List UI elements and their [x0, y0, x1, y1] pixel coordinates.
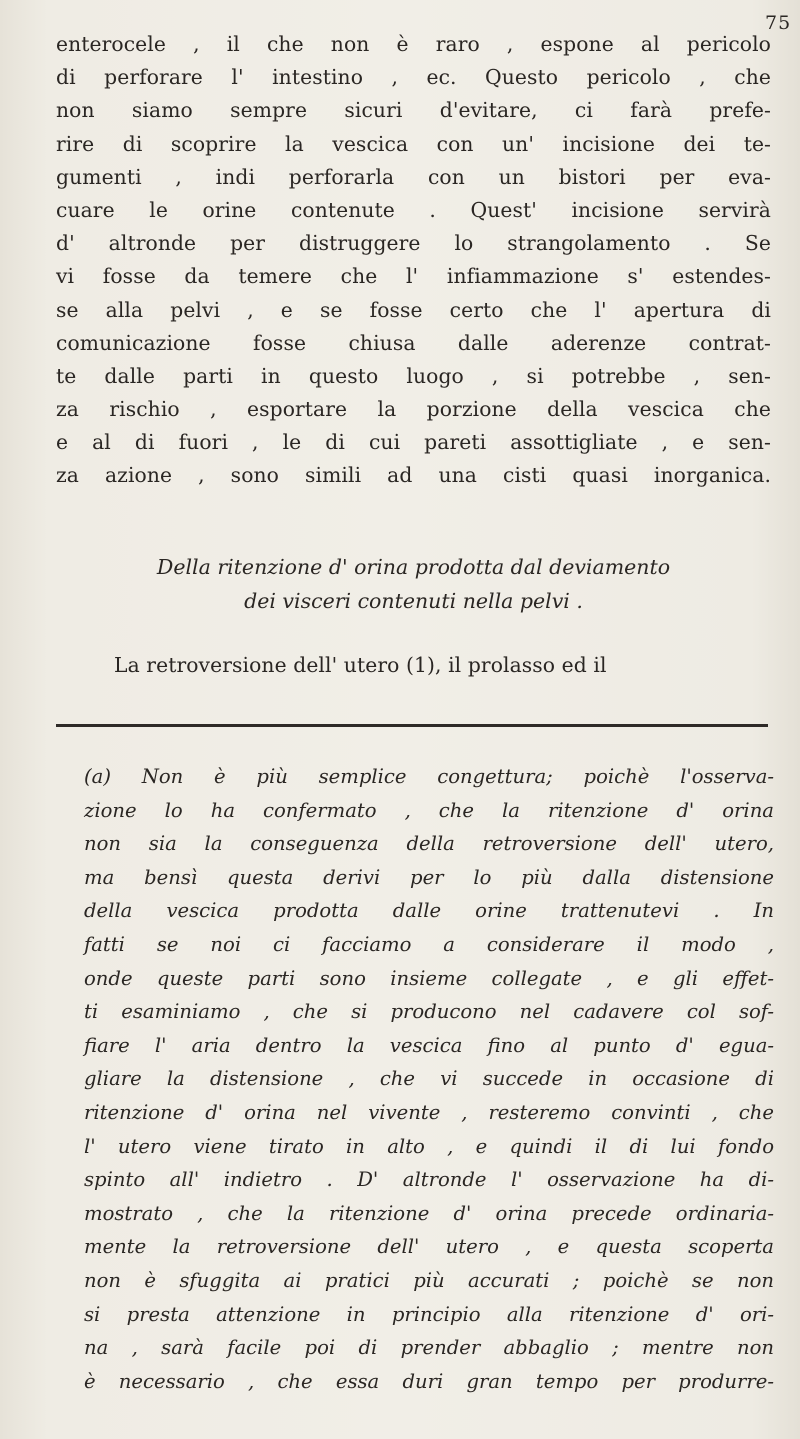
footnote-line: zione lo ha confermato , che la ritenzione d' orina: [84, 798, 774, 822]
footnote-line: non sia la conseguenza della retroversione dell' utero,: [84, 832, 774, 856]
text-line: te dalle parti in questo luogo , si potrebbe , sen-: [56, 363, 771, 388]
footnote-line: ritenzione d' orina nel vivente , resteremo convinti , che: [84, 1100, 774, 1124]
heading-line-1: Della ritenzione d' orina prodotta dal deviamento: [156, 555, 671, 579]
text-line: za rischio , esportare la porzione della vescica che: [56, 397, 771, 422]
footnote-line: si presta attenzione in principio alla ritenzione d' ori-: [84, 1302, 774, 1326]
text-line: e al di fuori , le di cui pareti assottigliate , e sen-: [56, 430, 771, 455]
section-heading: [56, 550, 771, 618]
footnote: [84, 760, 774, 1398]
text-line: enterocele , il che non è raro , espone al pericolo: [56, 32, 771, 56]
text-line: za azione , sono simili ad una cisti quasi inorganica.: [56, 463, 771, 488]
footnote-line: non è sfuggita ai pratici più accurati ; poichè se non: [84, 1268, 774, 1292]
footnote-line: mostrato , che la ritenzione d' orina precede ordinaria-: [84, 1201, 774, 1225]
footnote-line: fiare l' aria dentro la vescica fino al punto d' egua-: [84, 1033, 774, 1057]
footnote-line: (a) Non è più semplice congettura; poichè l'osserva-: [84, 765, 774, 788]
heading-line-2: dei visceri contenuti nella pelvi .: [244, 589, 583, 613]
footnote-line: l' utero viene tirato in alto , e quindi il di lui fondo: [84, 1134, 774, 1158]
page-number: 75: [765, 12, 792, 34]
second-paragraph: [56, 649, 771, 682]
footnote-line: fatti se noi ci facciamo a considerare il modo ,: [84, 932, 774, 956]
footnote-line: na , sarà facile poi di prender abbaglio ; mentre non: [84, 1336, 774, 1360]
main-paragraph: [56, 28, 771, 493]
text-line: vi fosse da temere che l' infiammazione s' estendes-: [56, 264, 771, 289]
text-line: di perforare l' intestino , ec. Questo pericolo , che: [56, 65, 771, 90]
footnote-line: gliare la distensione , che vi succede in occasione di: [84, 1067, 774, 1091]
text-line: gumenti , indi perforarla con un bistori per eva-: [56, 164, 771, 189]
footnote-line: spinto all' indietro . D' altronde l' osservazione ha di-: [84, 1168, 774, 1192]
text-line: La retroversione dell' utero (1), il prolasso ed il: [114, 653, 607, 677]
footnote-line: mente la retroversione dell' utero , e questa scoperta: [84, 1235, 774, 1259]
text-line: non siamo sempre sicuri d'evitare, ci farà prefe-: [56, 98, 771, 123]
text-line: se alla pelvi , e se fosse certo che l' apertura di: [56, 297, 771, 322]
text-line: d' altronde per distruggere lo strangolamento . Se: [56, 231, 771, 256]
footnote-line: ti esaminiamo , che si producono nel cadavere col sof-: [84, 1000, 774, 1024]
footnote-line: ma bensì questa derivi per lo più dalla distensione: [84, 865, 774, 889]
text-line: comunicazione fosse chiusa dalle aderenze contrat-: [56, 330, 771, 355]
text-line: rire di scoprire la vescica con un' incisione dei te-: [56, 131, 771, 156]
text-line: cuare le orine contenute . Quest' incisione servirà: [56, 197, 771, 222]
footnote-line: della vescica prodotta dalle orine trattenutevi . In: [84, 899, 774, 923]
footnote-divider: [56, 724, 768, 727]
footnote-line: onde queste parti sono insieme collegate , e gli effet-: [84, 966, 774, 990]
footnote-line: è necessario , che essa duri gran tempo per produrre-: [84, 1369, 774, 1393]
